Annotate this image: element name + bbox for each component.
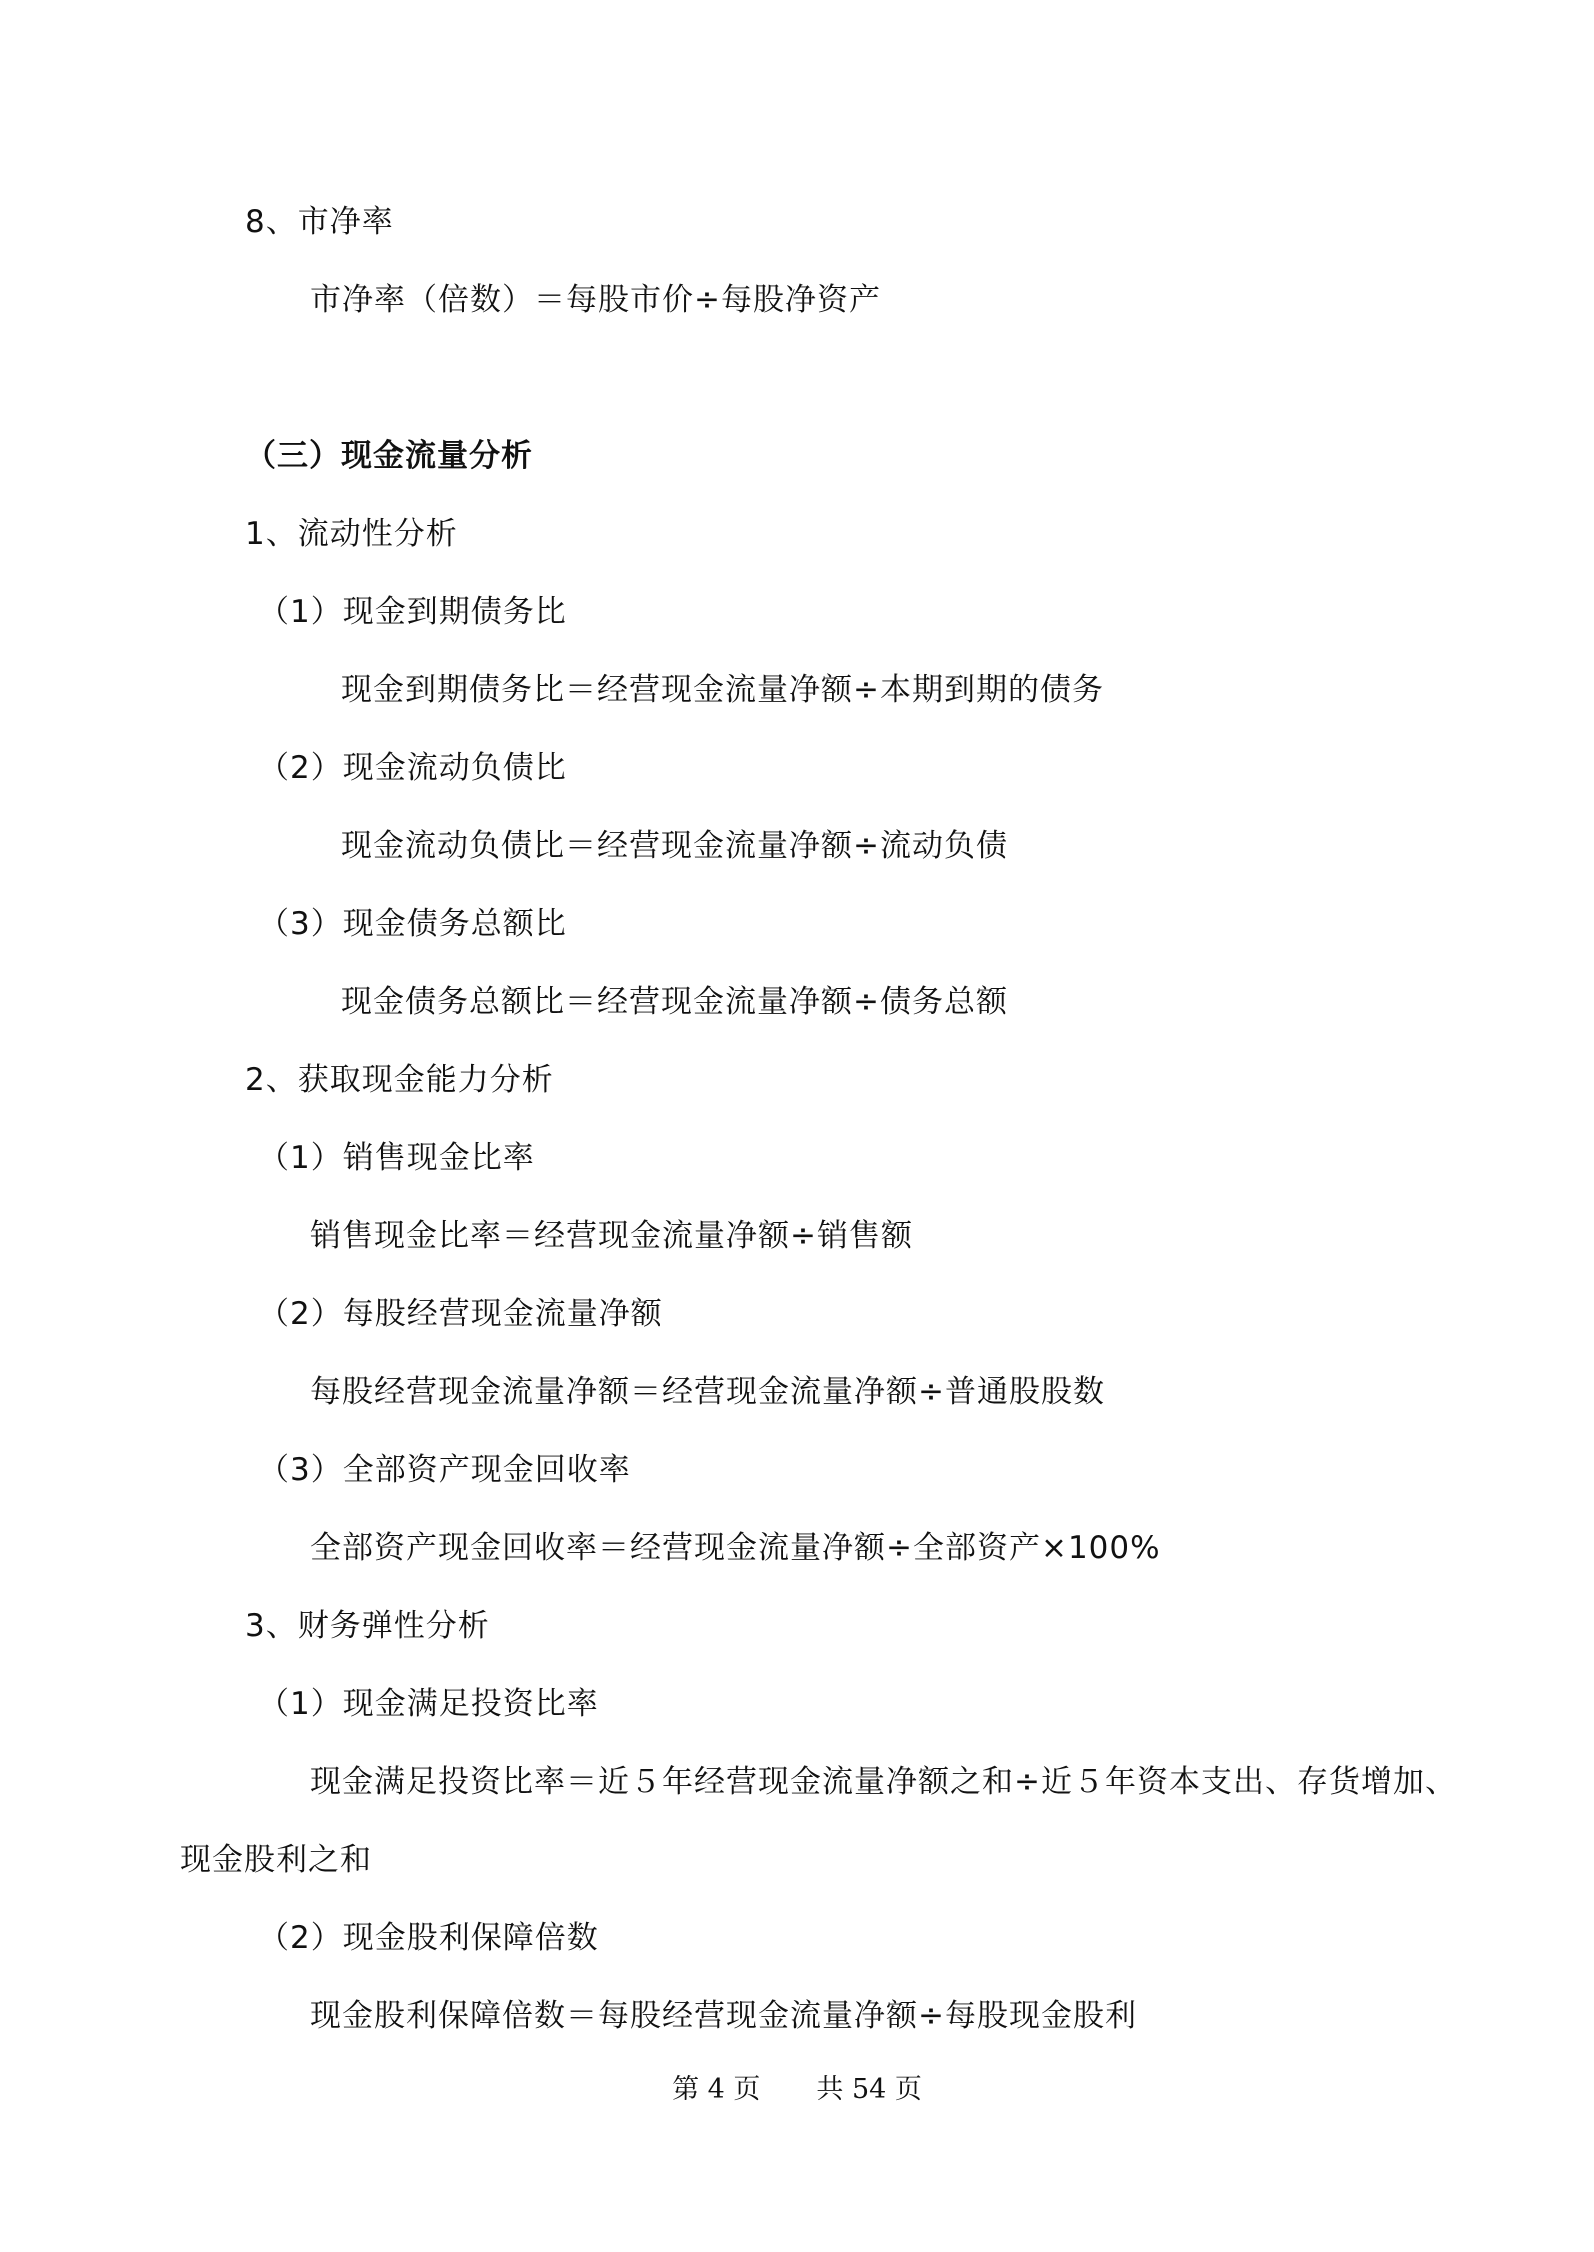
item-heading-cash-dividend-coverage: （2）现金股利保障倍数 <box>258 1920 599 1956</box>
page-number: 第 4 页 <box>672 2074 761 2105</box>
item-heading-operating-cash-flow-per-share: （2）每股经营现金流量净额 <box>258 1296 663 1332</box>
formula-operating-cash-flow-per-share: 每股经营现金流量净额＝经营现金流量净额÷普通股股数 <box>310 1374 1105 1410</box>
formula-price-to-book: 市净率（倍数）＝每股市价÷每股净资产 <box>310 282 881 318</box>
section-heading-cash-flow-analysis: （三）现金流量分析 <box>245 438 533 474</box>
page-total: 共 54 页 <box>816 2074 922 2105</box>
item-heading-price-to-book: 8、市净率 <box>245 204 394 240</box>
item-heading-sales-cash-ratio: （1）销售现金比率 <box>258 1140 535 1176</box>
formula-cash-adequacy-ratio: 现金满足投资比率＝近５年经营现金流量净额之和÷近５年资本支出、存货增加、 <box>310 1764 1457 1800</box>
formula-sales-cash-ratio: 销售现金比率＝经营现金流量净额÷销售额 <box>310 1218 913 1254</box>
formula-cash-adequacy-ratio-continued: 现金股利之和 <box>180 1842 372 1878</box>
formula-cash-dividend-coverage: 现金股利保障倍数＝每股经营现金流量净额÷每股现金股利 <box>310 1998 1137 2034</box>
formula-cash-return-on-assets: 全部资产现金回收率＝经营现金流量净额÷全部资产×100% <box>310 1530 1161 1566</box>
formula-cash-maturing-debt-ratio: 现金到期债务比＝经营现金流量净额÷本期到期的债务 <box>341 672 1104 708</box>
item-heading-cash-return-on-assets: （3）全部资产现金回收率 <box>258 1452 631 1488</box>
item-heading-cash-adequacy-ratio: （1）现金满足投资比率 <box>258 1686 599 1722</box>
subsection-heading-financial-flexibility: 3、财务弹性分析 <box>245 1608 490 1644</box>
page-footer <box>0 2072 1594 2108</box>
subsection-heading-liquidity: 1、流动性分析 <box>245 516 458 552</box>
item-heading-cash-current-liability-ratio: （2）现金流动负债比 <box>258 750 567 786</box>
formula-cash-current-liability-ratio: 现金流动负债比＝经营现金流量净额÷流动负债 <box>341 828 1008 864</box>
item-heading-cash-total-debt-ratio: （3）现金债务总额比 <box>258 906 567 942</box>
item-heading-cash-maturing-debt-ratio: （1）现金到期债务比 <box>258 594 567 630</box>
subsection-heading-cash-earning-ability: 2、获取现金能力分析 <box>245 1062 554 1098</box>
formula-cash-total-debt-ratio: 现金债务总额比＝经营现金流量净额÷债务总额 <box>341 984 1008 1020</box>
